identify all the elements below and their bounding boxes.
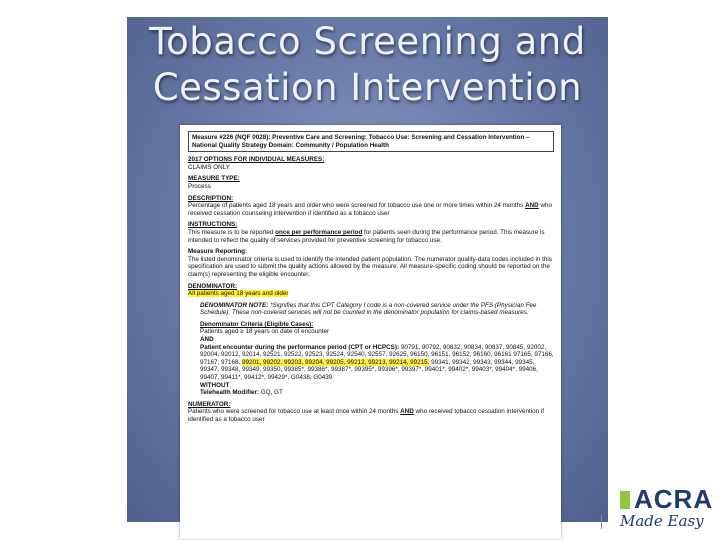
denominator-section xyxy=(188,283,554,298)
reporting-label: Measure Reporting: xyxy=(188,248,248,256)
description-label: DESCRIPTION: xyxy=(188,194,234,202)
type-label: MEASURE TYPE: xyxy=(188,175,240,183)
instructions-section xyxy=(188,221,554,244)
numerator-label: NUMERATOR: xyxy=(188,400,231,408)
acra-logo xyxy=(618,484,714,535)
instructions-text-b: for patients seen during the performance period. This measure is intended to reflect the quality of services provided for preventive screening for tobacco use. xyxy=(188,228,545,244)
telehealth-value: GQ, GT xyxy=(260,389,283,397)
numerator-text-a: Patients who were screened for tobacco use at least once within 24 months xyxy=(188,408,399,416)
reporting-section xyxy=(188,248,554,278)
title-line-1: Tobacco Screening and xyxy=(149,20,586,63)
numerator-section xyxy=(188,401,554,424)
measure-header: Measure #226 (NQF 0028): Preventive Care and Screening: Tobacco Use: Screening and Cessation Intervention – National Quality Strategy Domain: Community / Population Health xyxy=(188,131,554,152)
numerator-text-b: who received tobacco cessation intervention if identified as a tobacco user xyxy=(188,408,544,423)
denominator-note-text: *Signifies that this CPT Category I code is a non-covered service under the PFS (Physician Fee Schedule). These non-covered services will not be counted in the denominator population for claims-based measures. xyxy=(200,301,537,317)
logo-name: ACRA xyxy=(634,484,714,514)
measure-document xyxy=(180,125,561,539)
criteria-section xyxy=(200,321,554,397)
description-text-b: who received cessation counseling intervention if identified as a tobacco user xyxy=(188,202,553,217)
slide-title xyxy=(127,19,608,111)
type-text: Process xyxy=(188,182,211,190)
encounter-codes-highlighted: 99201, 99202, 99203, 99204, 99205, 99212, 99213, 99214, 99215, xyxy=(242,358,430,366)
logo-tagline: Made Easy xyxy=(620,512,704,530)
slide-background xyxy=(127,17,608,522)
denominator-label: DENOMINATOR: xyxy=(188,282,238,290)
instructions-emphasis: once per performance period xyxy=(275,228,363,236)
encounter-codes-b: 99341, 99342, 99343, 99344, 99345, 99347, 99348, 99349, 99350, 99385*, 99386*, 99387*, 99395*, 99396*, 99397*, 99401*, 99402*, 99403*, 99404*, 99406, 99407, 99411*, 99412*, 99429*, G0438, G0439 xyxy=(200,358,538,382)
options-label: 2017 OPTIONS FOR INDIVIDUAL MEASURES: xyxy=(188,156,325,164)
description-section xyxy=(188,195,554,218)
logo-divider xyxy=(601,515,602,529)
telehealth-label: Telehealth Modifier: xyxy=(200,389,260,397)
title-line-2: Cessation Intervention xyxy=(152,66,583,109)
logo-accent-mark xyxy=(620,491,630,509)
reporting-text: The listed denominator criteria is used to identify the intended patient population. The numerator quality-data codes included in this specification are used to submit the quality actions allowed by the measure. All measure-specific coding should be reported on the claim(s) representing the eligible encounter. xyxy=(188,255,552,278)
denominator-text: All patients aged 18 years and older xyxy=(188,290,289,298)
encounter-codes-a: 90791, 90792, 90832, 90834, 90837, 90845, 92002, 92004, 92012, 92014, 92521, 92522, 92523, 92524, 92540, 92557, 92625, 96150, 96151, 96152, 96160, 96161 97165, 97166, 97167, 97168, xyxy=(200,343,554,366)
instructions-text-a: This measure is to be reported xyxy=(188,228,274,236)
options-section xyxy=(188,156,554,171)
criteria-without: WITHOUT xyxy=(200,381,230,389)
encounter-label: Patient encounter during the performance period (CPT or HCPCS): xyxy=(200,343,400,351)
description-text-a: Percentage of patients aged 18 years and older who were screened for tobacco use one or more times within 24 months xyxy=(188,202,524,210)
criteria-and: AND xyxy=(200,336,214,344)
description-and: AND xyxy=(525,202,539,210)
numerator-and: AND xyxy=(400,408,414,416)
options-text: CLAIMS ONLY xyxy=(188,163,230,171)
type-section xyxy=(188,175,554,190)
denominator-note-label: DENOMINATOR NOTE: xyxy=(200,301,269,309)
instructions-label: INSTRUCTIONS: xyxy=(188,221,238,229)
criteria-label: Denominator Criteria (Eligible Cases): xyxy=(200,320,314,328)
criteria-age: Patients aged ≥ 18 years on date of encounter xyxy=(200,328,330,336)
denominator-note xyxy=(200,302,554,317)
